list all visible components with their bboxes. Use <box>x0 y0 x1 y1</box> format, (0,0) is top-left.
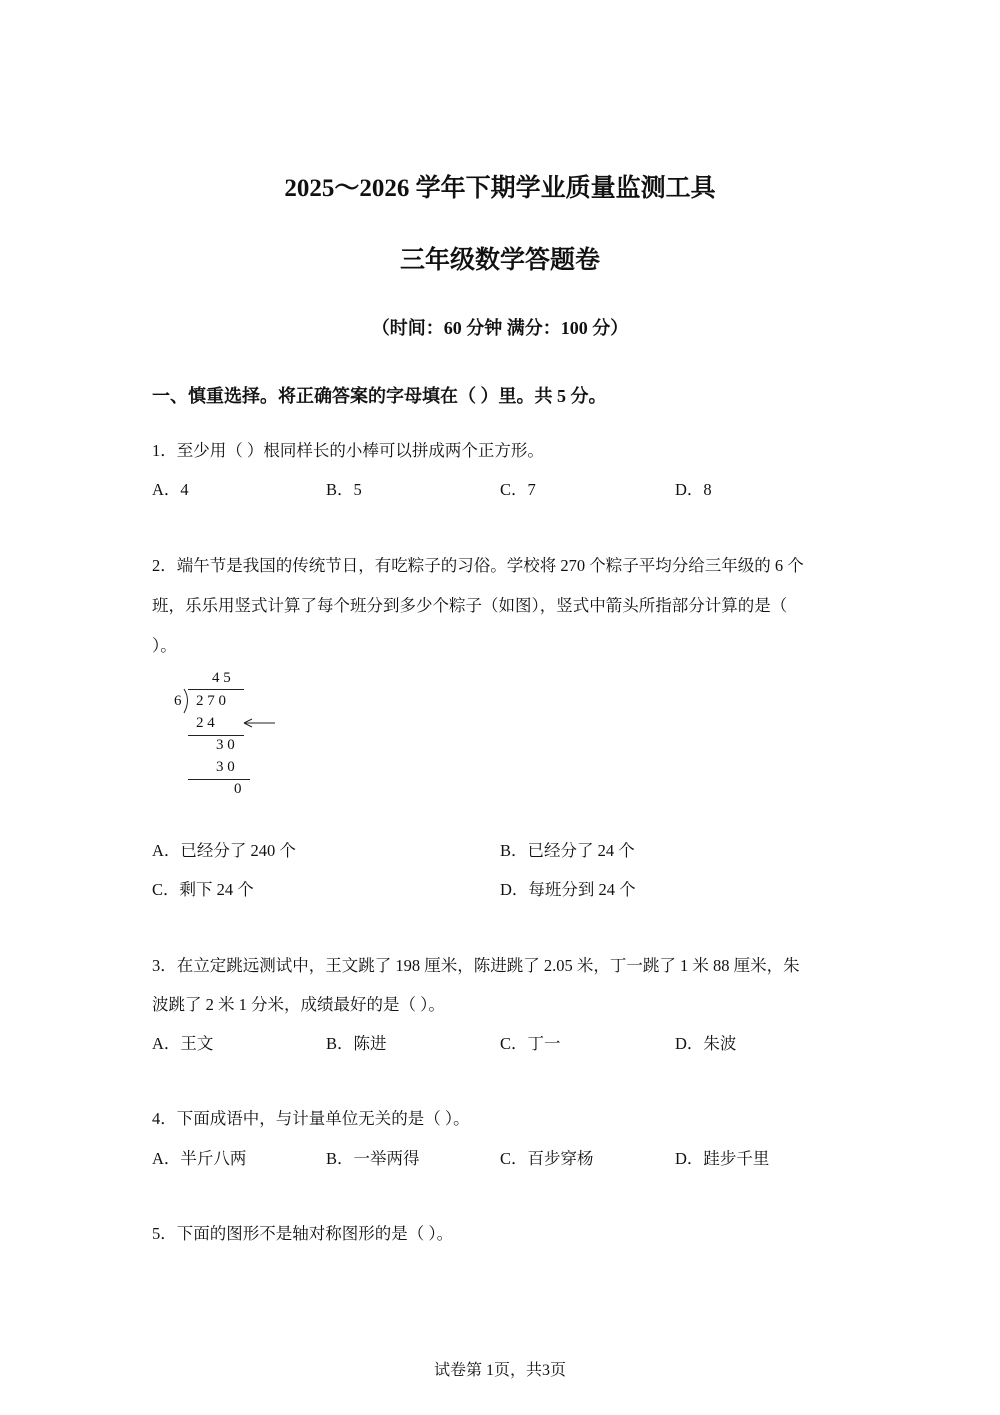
q4-option-c: C．百步穿杨 <box>500 1149 594 1168</box>
q4-option-b: B．一举两得 <box>326 1149 420 1168</box>
q3-option-c: C．丁一 <box>500 1034 561 1053</box>
exam-time-info: （时间：60 分钟 满分：100 分） <box>371 318 629 338</box>
question-5: 5．下面的图形不是轴对称图形的是（ ）。 <box>152 1224 454 1243</box>
question-2-line-2: 班，乐乐用竖式计算了每个班分到多少个粽子（如图），竖式中箭头所指部分计算的是（ <box>152 596 788 615</box>
division-divisor: 6 <box>174 693 182 709</box>
division-step-2: 3 0 <box>216 759 235 775</box>
question-3-line-1: 3．在立定跳远测试中，王文跳了 198 厘米，陈进跳了 2.05 米，丁一跳了 1 米 88 厘米，朱 <box>152 956 800 975</box>
q2-option-c: C．剩下 24 个 <box>152 880 254 899</box>
page-footer: 试卷第 1页，共3页 <box>433 1362 566 1379</box>
question-4: 4．下面成语中，与计量单位无关的是（ ）。 <box>152 1109 470 1128</box>
arrow-icon <box>242 716 278 730</box>
division-dividend: 2 7 0 <box>196 693 226 709</box>
q3-option-d: D．朱波 <box>675 1034 737 1053</box>
division-bracket <box>182 688 194 714</box>
q1-option-d: D．8 <box>675 480 712 499</box>
q4-option-a: A．半斤八两 <box>152 1149 247 1168</box>
division-line-1 <box>188 735 244 736</box>
question-1: 1．至少用（ ）根同样长的小棒可以拼成两个正方形。 <box>152 441 544 460</box>
question-2-line-3: ）。 <box>152 636 177 655</box>
q2-option-d: D．每班分到 24 个 <box>500 880 636 899</box>
question-3-line-2: 波跳了 2 米 1 分米，成绩最好的是（ ）。 <box>152 995 445 1014</box>
division-quotient: 4 5 <box>212 670 231 686</box>
division-remainder: 0 <box>234 781 242 797</box>
division-line-2 <box>188 779 250 780</box>
exam-subtitle: 三年级数学答题卷 <box>399 247 600 274</box>
section-heading: 一、慎重选择。将正确答案的字母填在（ ）里。共 5 分。 <box>152 386 607 406</box>
division-bar <box>188 689 244 690</box>
q1-option-c: C．7 <box>500 480 536 499</box>
question-2-line-1: 2．端午节是我国的传统节日，有吃粽子的习俗。学校将 270 个粽子平均分给三年级的 6 个 <box>152 556 804 575</box>
q1-option-b: B．5 <box>326 480 362 499</box>
q4-option-d: D．跬步千里 <box>675 1149 770 1168</box>
q1-option-a: A．4 <box>152 480 189 499</box>
q3-option-a: A．王文 <box>152 1034 214 1053</box>
q2-option-b: B．已经分了 24 个 <box>500 841 635 860</box>
q3-option-b: B．陈进 <box>326 1034 387 1053</box>
division-remainder-1: 3 0 <box>216 737 235 753</box>
q2-option-a: A．已经分了 240 个 <box>152 841 296 860</box>
division-step-1: 2 4 <box>196 715 215 731</box>
exam-title: 2025～2026 学年下期学业质量监测工具 <box>284 175 716 202</box>
